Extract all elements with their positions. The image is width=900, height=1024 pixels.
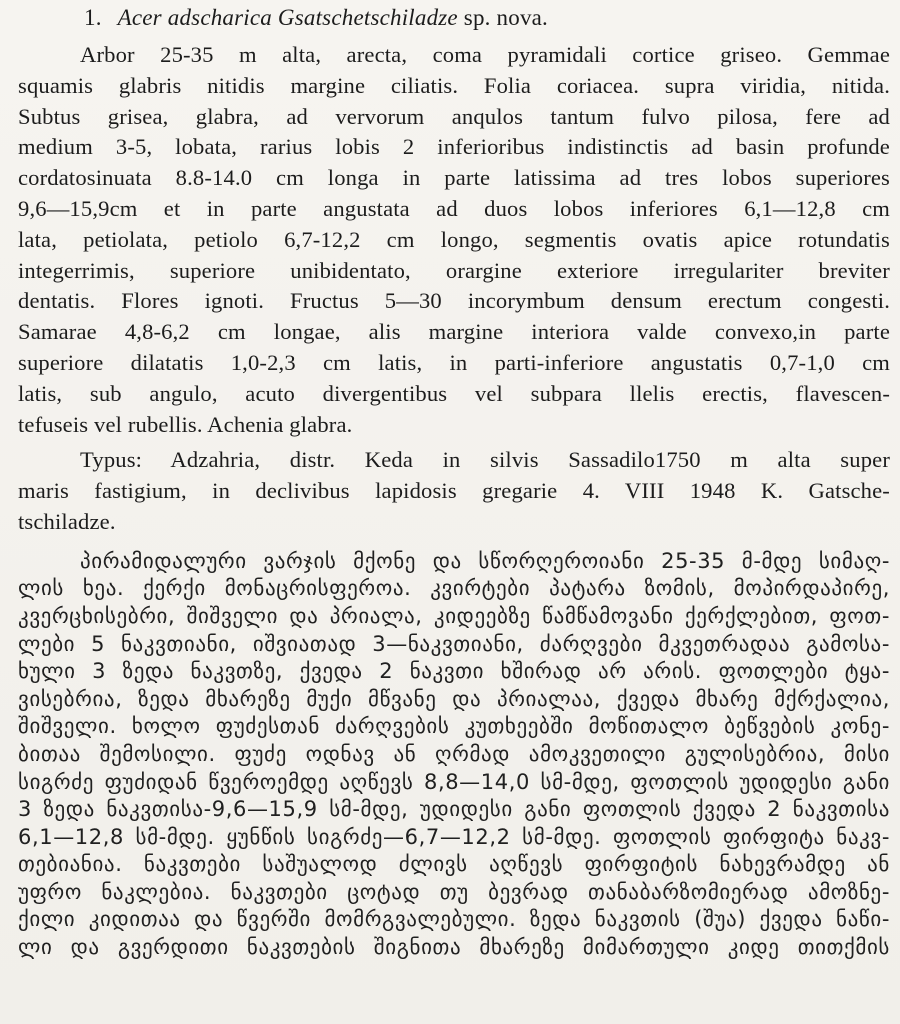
typus-line: maris fastigium, in declivibus lapidosis gregarie 4. VIII 1948 K. Gatsche-: [18, 478, 890, 504]
georgian-line: ქილი კიდითაა და წვერში მომრგვალებული. ზედა ნაკვთის (შუა) ქვედა ნაწი-: [18, 907, 890, 932]
description-line: Subtus grisea, glabra, ad vervorum anqulos tantum fulvo pilosa, fere ad: [18, 103, 890, 129]
georgian-description: [18, 548, 890, 962]
latin-description: [18, 40, 890, 538]
species-number: 1.: [84, 5, 102, 30]
description-line: integerrimis, superiore unibidentato, orargine exteriore irregulariter breviter: [18, 257, 890, 283]
species-heading: [84, 4, 890, 32]
georgian-line: ლის ხეა. ქერქი მონაცრისფეროა. კვირტები პატარა ზომის, მოპირდაპირე,: [18, 576, 890, 601]
georgian-line: ბითაა შემოსილი. ფუძე ოდნავ ან ღრმად ამოკვეთილი გულისებრია, მისი: [18, 741, 890, 766]
georgian-line: პირამიდალური ვარჯის მქონე და სწორღეროიანი 25-35 მ-მდე სიმაღ-: [80, 548, 890, 573]
description-line: medium 3-5, lobata, rarius lobis 2 inferioribus indistinctis ad basin profunde: [18, 134, 890, 160]
description-line: lata, petiolata, petiolo 6,7-12,2 cm longo, segmentis ovatis apice rotundatis: [18, 226, 890, 252]
georgian-line: შიშველი. ხოლო ფუძესთან ძარღვების კუთხეებში მოწითალო ბეწვების კონე-: [18, 714, 890, 739]
description-line: cordatosinuata 8.8-14.0 cm longa in parte latissima ad tres lobos superiores: [18, 165, 890, 191]
georgian-line: ლი და გვერდითი ნაკვთების შიგნითა მხარეზე მიმართული კიდე თითქმის: [18, 935, 890, 960]
description-line: superiore dilatatis 1,0-2,3 cm latis, in parti-inferiore angustatis 0,7-1,0 cm: [18, 349, 890, 375]
typus-line: tschiladze.: [18, 508, 116, 534]
description-line: latis, sub angulo, acuto divergentibus vel subpara llelis erectis, flavescen-: [18, 380, 890, 406]
georgian-line: სიგრძე ფუძიდან წვეროემდე აღწევს 8,8—14,0 სმ-მდე, ფოთლის უდიდესი განი: [18, 769, 890, 794]
description-line: tefuseis vel rubellis. Achenia glabra.: [18, 411, 353, 437]
species-name: Acer adscharica Gsatschetschiladze: [117, 5, 458, 30]
typus-line: Typus: Adzahria, distr. Keda in silvis Sassadilo1750 m alta super: [80, 447, 890, 473]
description-line: Samarae 4,8-6,2 cm longae, alis margine interiora valde convexo,in parte: [18, 319, 890, 345]
description-line: 9,6—15,9cm et in parte angustata ad duos lobos inferiores 6,1—12,8 cm: [18, 195, 890, 221]
georgian-line: ვისებრია, ზედა მხარეზე მუქი მწვანე და პრიალაა, ქვედა მხარე მქრქალია,: [18, 686, 890, 711]
georgian-line: ლები 5 ნაკვთიანი, იშვიათად 3—ნაკვთიანი, ძარღვები მკვეთრადაა გამოსა-: [18, 631, 890, 656]
description-line: squamis glabris nitidis margine ciliatis. Folia coriacea. supra viridia, nitida.: [18, 72, 890, 98]
species-suffix: sp. nova.: [463, 5, 549, 30]
georgian-line: 6,1—12,8 სმ-მდე. ყუნწის სიგრძე—6,7—12,2 სმ-მდე. ფოთლის ფირფიტა ნაკვ-: [18, 824, 890, 849]
description-line: Arbor 25-35 m alta, arecta, coma pyramidali cortice griseo. Gemmae: [80, 42, 890, 67]
description-line: dentatis. Flores ignoti. Fructus 5—30 incorymbum densum erectum congesti.: [18, 288, 890, 314]
georgian-line: თებიანია. ნაკვთები საშუალოდ ძლივს აღწევს ფირფიტის ნახევრამდე ან: [18, 852, 890, 877]
georgian-line: კვერცხისებრი, შიშველი და პრიალა, კიდეებზე წამწამოვანი ქერქლებით, ფოთ-: [18, 603, 890, 628]
georgian-line: ხული 3 ზედა ნაკვთზე, ქვედა 2 ნაკვთი ხშირად არ არის. ფოთლები ტყა-: [18, 659, 890, 684]
georgian-line: 3 ზედა ნაკვთისა-9,6—15,9 სმ-მდე, უდიდესი განი ფოთლის ქვედა 2 ნაკვთისა: [18, 797, 890, 822]
georgian-line: უფრო ნაკლებია. ნაკვთები ცოტად თუ ბევრად თანაბარზომიერად ამოზნე-: [18, 879, 890, 904]
